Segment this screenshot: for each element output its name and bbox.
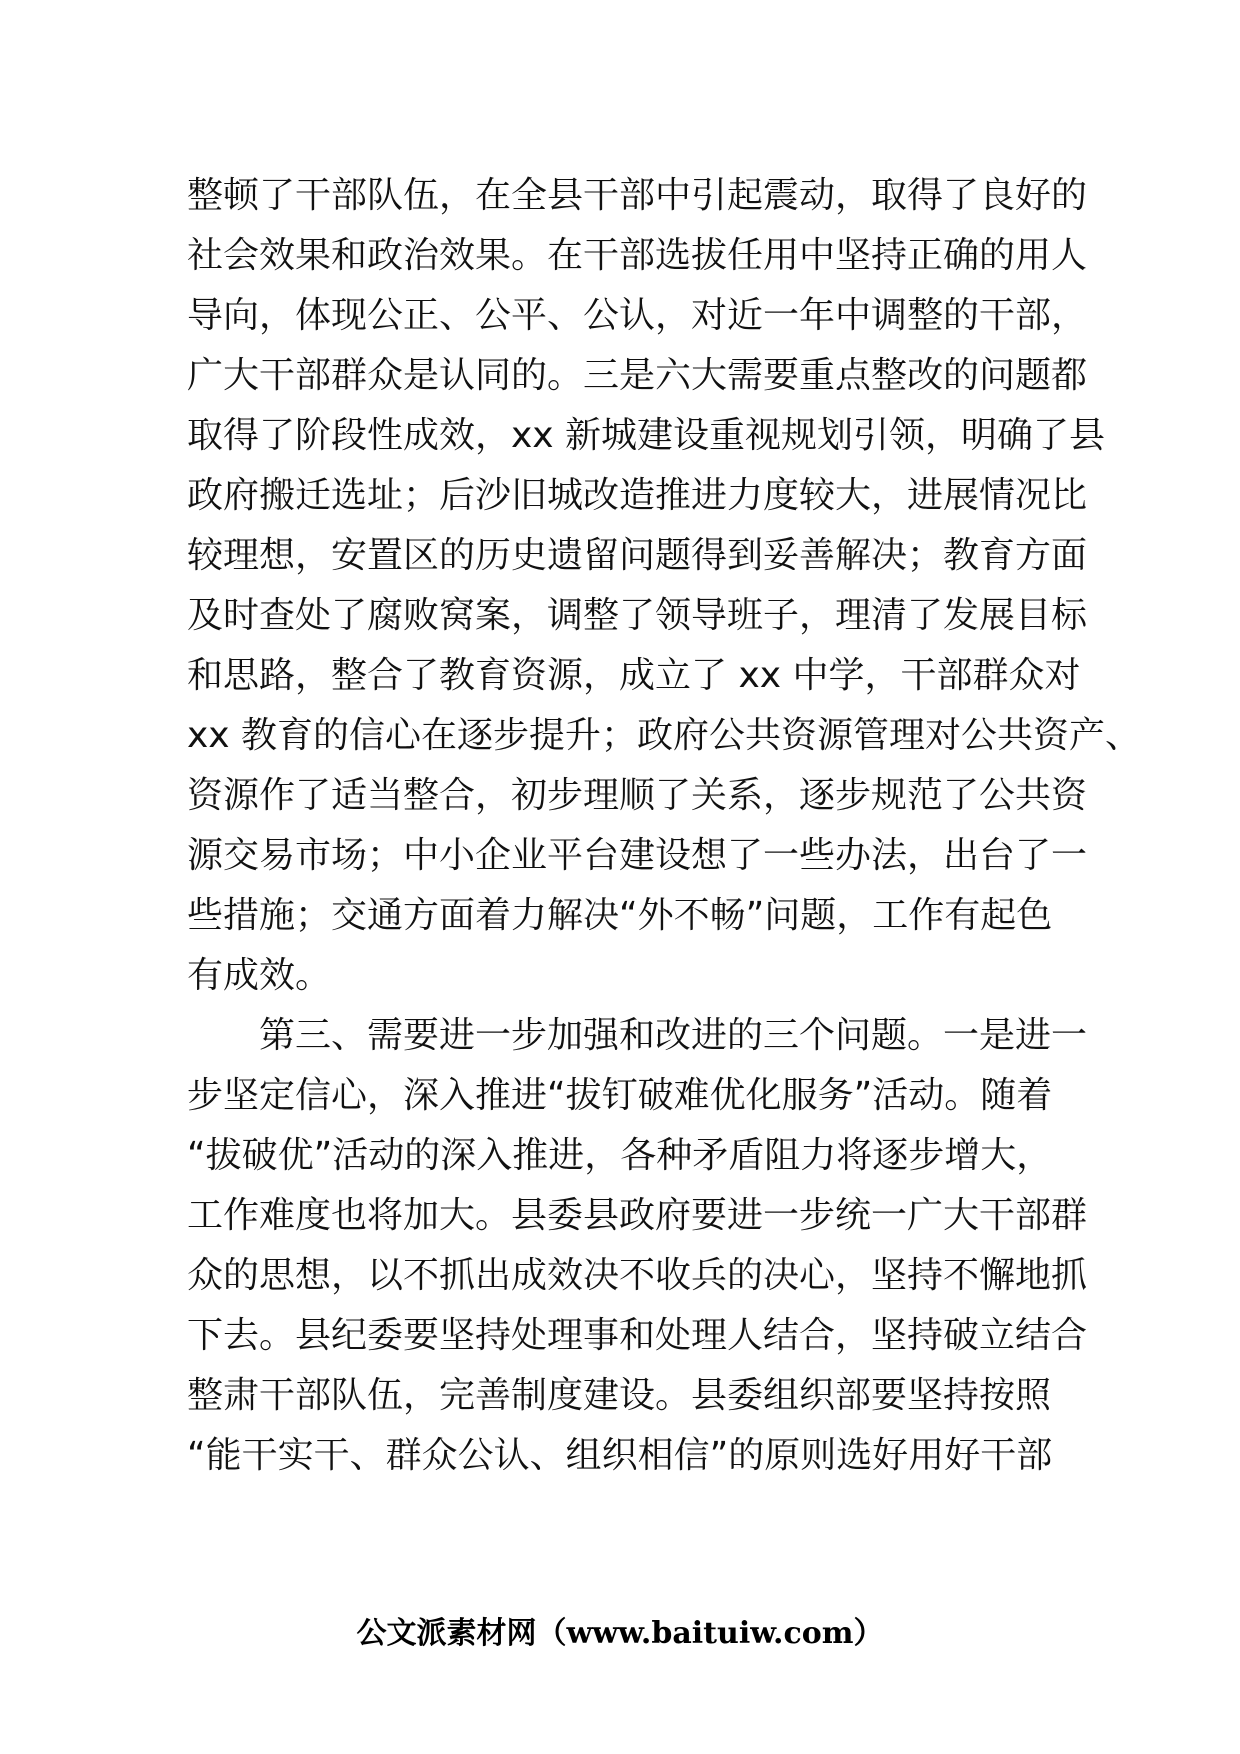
text-line: “能干实干、群众公认、组织相信”的原则选好用好干部: [187, 1435, 1053, 1476]
text-line: 整肃干部队伍，完善制度建设。县委组织部要坚持按照: [187, 1375, 1052, 1416]
text-line: 众的思想，以不抓出成效决不收兵的决心，坚持不懈地抓: [187, 1255, 1088, 1296]
text-line: 社会效果和政治效果。在干部选拔任用中坚持正确的用人: [187, 235, 1088, 276]
text-line: 较理想，安置区的历史遗留问题得到妥善解决；教育方面: [187, 535, 1088, 576]
text-line: 政府搬迁选址；后沙旧城改造推进力度较大，进展情况比: [187, 475, 1088, 516]
text-line: 取得了阶段性成效，xx 新城建设重视规划引领，明确了县: [187, 415, 1106, 456]
text-line: 整顿了干部队伍，在全县干部中引起震动，取得了良好的: [187, 175, 1088, 216]
text-line: 及时查处了腐败窝案，调整了领导班子，理清了发展目标: [187, 595, 1088, 636]
text-line: “拔破优”活动的深入推进，各种矛盾阻力将逐步增大，: [187, 1135, 1053, 1176]
text-line: 广大干部群众是认同的。三是六大需要重点整改的问题都: [187, 355, 1088, 396]
text-line: 工作难度也将加大。县委县政府要进一步统一广大干部群: [187, 1195, 1088, 1236]
text-line: 资源作了适当整合，初步理顺了关系，逐步规范了公共资: [187, 775, 1088, 816]
page-footer: 公文派素材网（www.baituiw.com）: [356, 1616, 884, 1651]
text-line: 源交易市场；中小企业平台建设想了一些办法，出台了一: [187, 835, 1088, 876]
text-line: xx 教育的信心在逐步提升；政府公共资源管理对公共资产、: [187, 715, 1142, 756]
text-line: 些措施；交通方面着力解决“外不畅”问题，工作有起色: [187, 895, 1053, 936]
text-line: 下去。县纪委要坚持处理事和处理人结合，坚持破立结合: [187, 1315, 1088, 1356]
text-line: 导向，体现公正、公平、公认，对近一年中调整的干部，: [187, 295, 1088, 336]
text-line: 和思路，整合了教育资源，成立了 xx 中学，干部群众对: [187, 655, 1081, 696]
paragraph-start-line: 第三、需要进一步加强和改进的三个问题。一是进一: [187, 1015, 1088, 1056]
text-line: 有成效。: [187, 955, 332, 996]
text-line: 步坚定信心，深入推进“拔钉破难优化服务”活动。随着: [187, 1075, 1053, 1116]
